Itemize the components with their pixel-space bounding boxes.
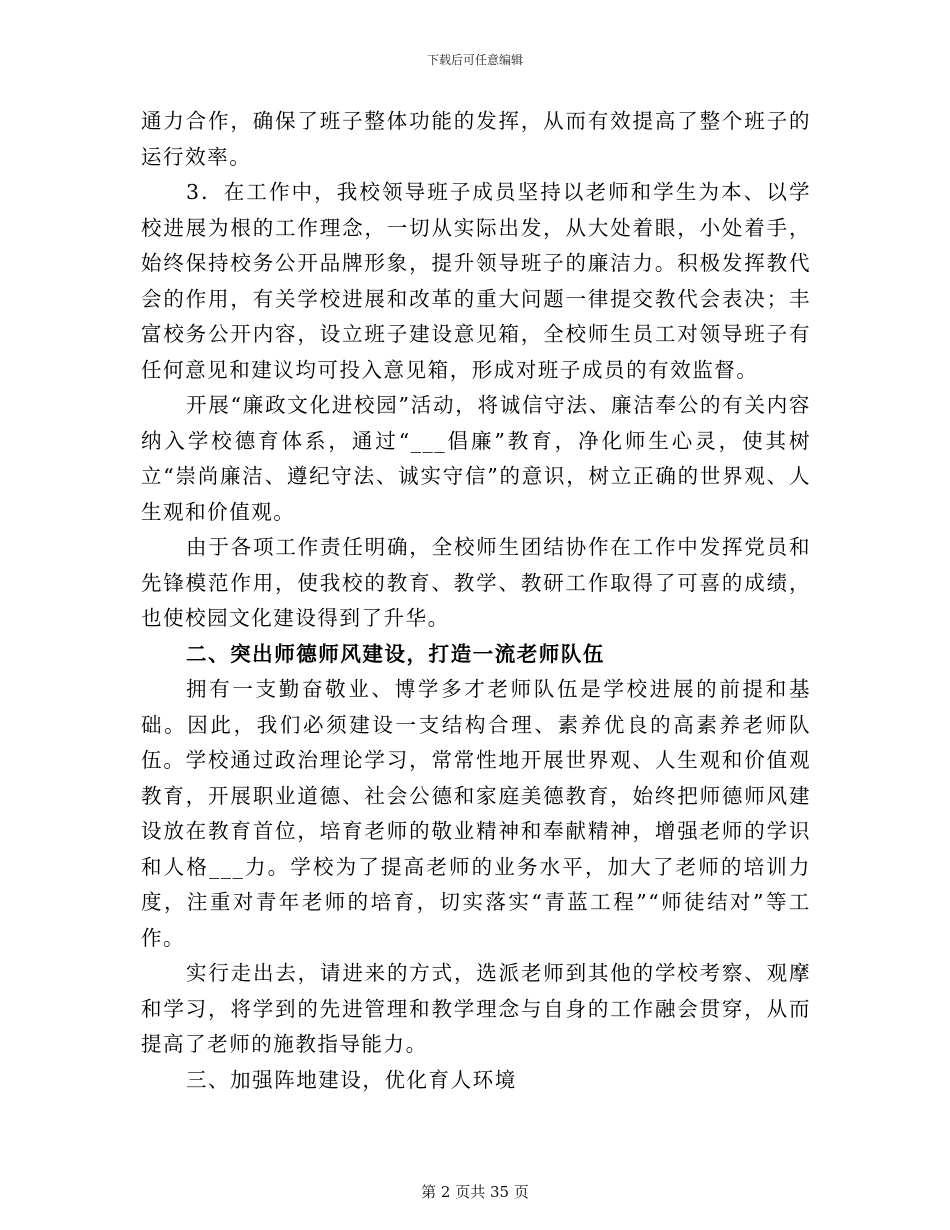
section-heading-3: 三、加强阵地建设，优化育人环境 [186,1067,517,1092]
paragraph-integrity-campaign: 开展“廉政文化进校园”活动，将诚信守法、廉洁奉公的有关内容纳入学校德育体系，通过“___倡廉”教育，净化师生心灵，使其树立“崇尚廉洁、遵纪守法、诚实守信”的意识，树立正确的世界观、人生观和价值观。 [141,393,811,524]
page-header: 下载后可任意编辑 [426,53,523,67]
paragraph-achievements: 由于各项工作责任明确，全校师生团结协作在工作中发挥党员和先锋模范作用，使我校的教育、教学、教研工作取得了可喜的成绩，也使校园文化建设得到了升华。 [141,535,811,630]
document-body [141,104,811,1098]
paragraph-continuation: 通力合作，确保了班子整体功能的发挥，从而有效提高了整个班子的运行效率。 [141,109,811,169]
paragraph-item-3: 3．在工作中，我校领导班子成员坚持以老师和学生为本、以学校进展为根的工作理念，一切从实际出发，从大处着眼，小处着手，始终保持校务公开品牌形象，提升领导班子的廉洁力。积极发挥教代会的作用，有关学校进展和改革的重大问题一律提交教代会表决；丰富校务公开内容，设立班子建设意见箱，全校师生员工对领导班子有任何意见和建议均可投入意见箱，形成对班子成员的有效监督。 [141,180,811,382]
page-number-footer: 第 2 页共 35 页 [421,1183,529,1201]
paragraph-exchange: 实行走出去，请进来的方式，选派老师到其他的学校考察、观摩和学习，将学到的先进管理和教学理念与自身的工作融会贯穿，从而提高了老师的施教指导能力。 [141,961,811,1056]
paragraph-teacher-team: 拥有一支勤奋敬业、博学多才老师队伍是学校进展的前提和基础。因此，我们必须建设一支结构合理、素养优良的高素养老师队伍。学校通过政治理论学习，常常性地开展世界观、人生观和价值观教育，开展职业道德、社会公德和家庭美德教育，始终把师德师风建设放在教育首位，培育老师的敬业精神和奉献精神，增强老师的学识和人格___力。学校为了提高老师的业务水平，加大了老师的培训力度，注重对青年老师的培育，切实落实“青蓝工程”“师徒结对”等工作。 [141,677,811,950]
section-heading-2: 二、突出师德师风建设，打造一流老师队伍 [186,641,605,666]
